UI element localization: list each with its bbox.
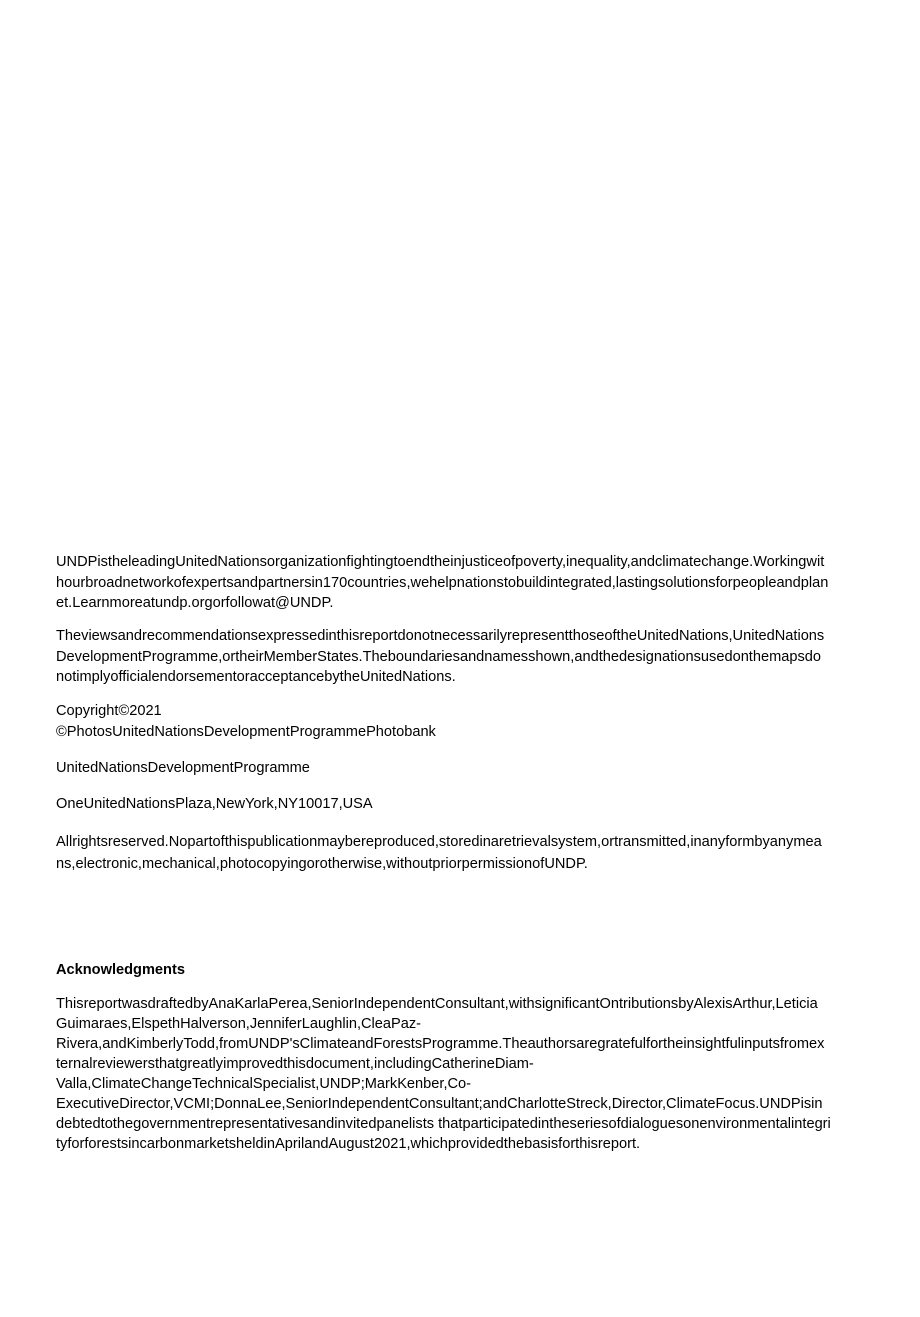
disclaimer-line: TheviewsandrecommendationsexpressedinthisreportdonotnecessarilyrepresentthoseoftheUnitedNations,UnitedNations [56, 628, 825, 644]
acknowledgments-line: ternalreviewersthatgreatlyimprovedthisdocument,includingCatherineDiam- [56, 1056, 534, 1072]
acknowledgments-line: tyforforestsincarbonmarketsheldinAprilandAugust2021,whichprovidedthebasisforthisreport. [56, 1136, 641, 1152]
organization-line: UnitedNationsDevelopmentProgramme [56, 760, 310, 776]
disclaimer-line: notimplyofficialendorsementoracceptancebytheUnitedNations. [56, 669, 456, 685]
address-line: OneUnitedNationsPlaza,NewYork,NY10017,USA [56, 796, 373, 812]
about-line: hourbroadnetworkofexpertsandpartnersin170countries,wehelpnationstobuildintegrated,lastingsolutionsforpeopleandplan [56, 574, 829, 591]
rights-paragraph [56, 831, 861, 875]
rights-line: ns,electronic,mechanical,photocopyingorotherwise,withoutpriorpermissionofUNDP. [56, 856, 588, 872]
disclaimer-line: DevelopmentProgramme,ortheirMemberStates.Theboundariesandnamesshown,andthedesignationsusedonthemapsdo [56, 648, 822, 665]
copyright-line: Copyright©2021 [56, 703, 162, 719]
acknowledgments-line: Rivera,andKimberlyTodd,fromUNDP'sClimateandForestsProgramme.Theauthorsaregratefulfortheinsightfulinputsfromex [56, 1036, 825, 1052]
about-line: et.Learnmoreatundp.orgorfollowat@UNDP. [56, 595, 334, 611]
acknowledgments-line: Valla,ClimateChangeTechnicalSpecialist,UNDP;MarkKenber,Co- [56, 1076, 472, 1092]
acknowledgments-paragraph [56, 994, 861, 1154]
address-block [56, 794, 861, 815]
acknowledgments-line: debtedtothegovernmentrepresentativesandinvitedpanelists thatparticipatedintheseriesofdialoguesonenvironmentalintegri [56, 1116, 831, 1132]
acknowledgments-line: ThisreportwasdraftedbyAnaKarlaPerea,SeniorIndependentConsultant,withsignificantOntributionsbyAlexisArthur,Leticia [56, 996, 818, 1012]
about-undp-paragraph [56, 552, 861, 614]
photo-credit-line: ©PhotosUnitedNationsDevelopmentProgrammePhotobank [56, 723, 436, 740]
acknowledgments-heading: Acknowledgments [56, 962, 185, 978]
copyright-block [56, 701, 861, 742]
organization-name [56, 758, 861, 779]
disclaimer-paragraph [56, 626, 861, 688]
acknowledgments-line: ExecutiveDirector,VCMI;DonnaLee,SeniorIndependentConsultant;andCharlotteStreck,Director,ClimateFocus.UNDPisin [56, 1096, 823, 1112]
rights-line: Allrightsreserved.Nopartofthispublicationmaybereproduced,storedinaretrievalsystem,ortransmitted,inanyformbyanymea [56, 834, 822, 850]
about-line: UNDPistheleadingUnitedNationsorganizationfightingtoendtheinjusticeofpoverty,inequality,andclimatechange.Workingwit [56, 554, 825, 570]
acknowledgments-line: Guimaraes,ElspethHalverson,JenniferLaughlin,CleaPaz- [56, 1016, 422, 1032]
